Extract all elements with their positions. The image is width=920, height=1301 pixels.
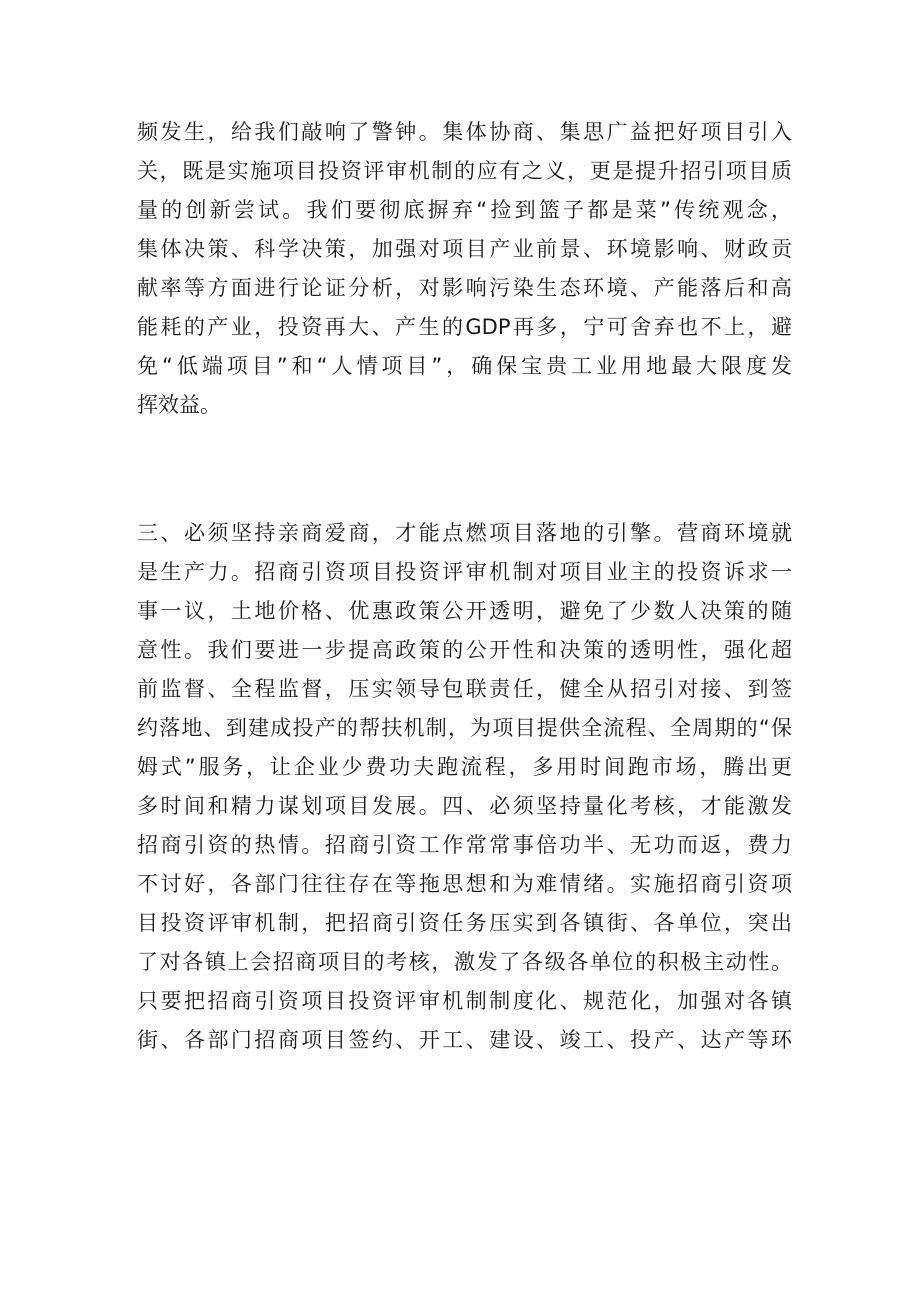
text-line: 频发生，给我们敲响了警钟。集体协商、集思广益把好项目引入 — [137, 120, 792, 144]
text-line: 街、各部门招商项目签约、开工、建设、竣工、投产、达产等环 — [137, 1028, 792, 1052]
text-line: 招商引资的热情。招商引资工作常常事倍功半、无功而返，费力 — [137, 833, 792, 857]
text-line: 只要把招商引资项目投资评审机制制度化、规范化，加强对各镇 — [137, 989, 792, 1013]
text-line: 了对各镇上会招商项目的考核，激发了各级各单位的积极主动性。 — [137, 950, 792, 974]
text-line: 意性。我们要进一步提高政策的公开性和决策的透明性，强化超 — [137, 638, 792, 662]
text-line: 关，既是实施项目投资评审机制的应有之义，更是提升招引项目质 — [137, 159, 792, 183]
paragraph-evaluation-mechanism — [137, 113, 792, 425]
text-line: 量的创新尝试。我们要彻底摒弃“捡到篮子都是菜”传统观念， — [137, 198, 792, 222]
text-line: 不讨好，各部门往往存在等拖思想和为难情绪。实施招商引资项 — [137, 872, 792, 896]
text-line: 集体决策、科学决策，加强对项目产业前景、环境影响、财政贡 — [137, 237, 792, 261]
text-line: 挥效益。 — [137, 393, 221, 417]
text-line: 献率等方面进行论证分析，对影响污染生态环境、产能落后和高 — [137, 276, 792, 300]
text-line: 多时间和精力谋划项目发展。四、必须坚持量化考核，才能激发 — [137, 794, 792, 818]
text-line: 前监督、全程监督，压实领导包联责任，健全从招引对接、到签 — [137, 677, 792, 701]
text-line: 是生产力。招商引资项目投资评审机制对项目业主的投资诉求一 — [137, 560, 792, 584]
text-line: 免“低端项目”和“人情项目”，确保宝贵工业用地最大限度发 — [137, 354, 792, 378]
text-line: 姆式”服务，让企业少费功夫跑流程，多用时间跑市场，腾出更 — [137, 755, 792, 779]
text-line: 三、必须坚持亲商爱商，才能点燃项目落地的引擎。营商环境就 — [137, 521, 792, 545]
paragraph-business-environment — [137, 514, 792, 1060]
text-line: 目投资评审机制，把招商引资任务压实到各镇街、各单位，突出 — [137, 911, 792, 935]
text-line: 约落地、到建成投产的帮扶机制，为项目提供全流程、全周期的“保 — [137, 716, 792, 740]
text-line: 事一议，土地价格、优惠政策公开透明，避免了少数人决策的随 — [137, 599, 792, 623]
text-line: 能耗的产业，投资再大、产生的GDP再多，宁可舍弃也不上，避 — [137, 315, 792, 339]
